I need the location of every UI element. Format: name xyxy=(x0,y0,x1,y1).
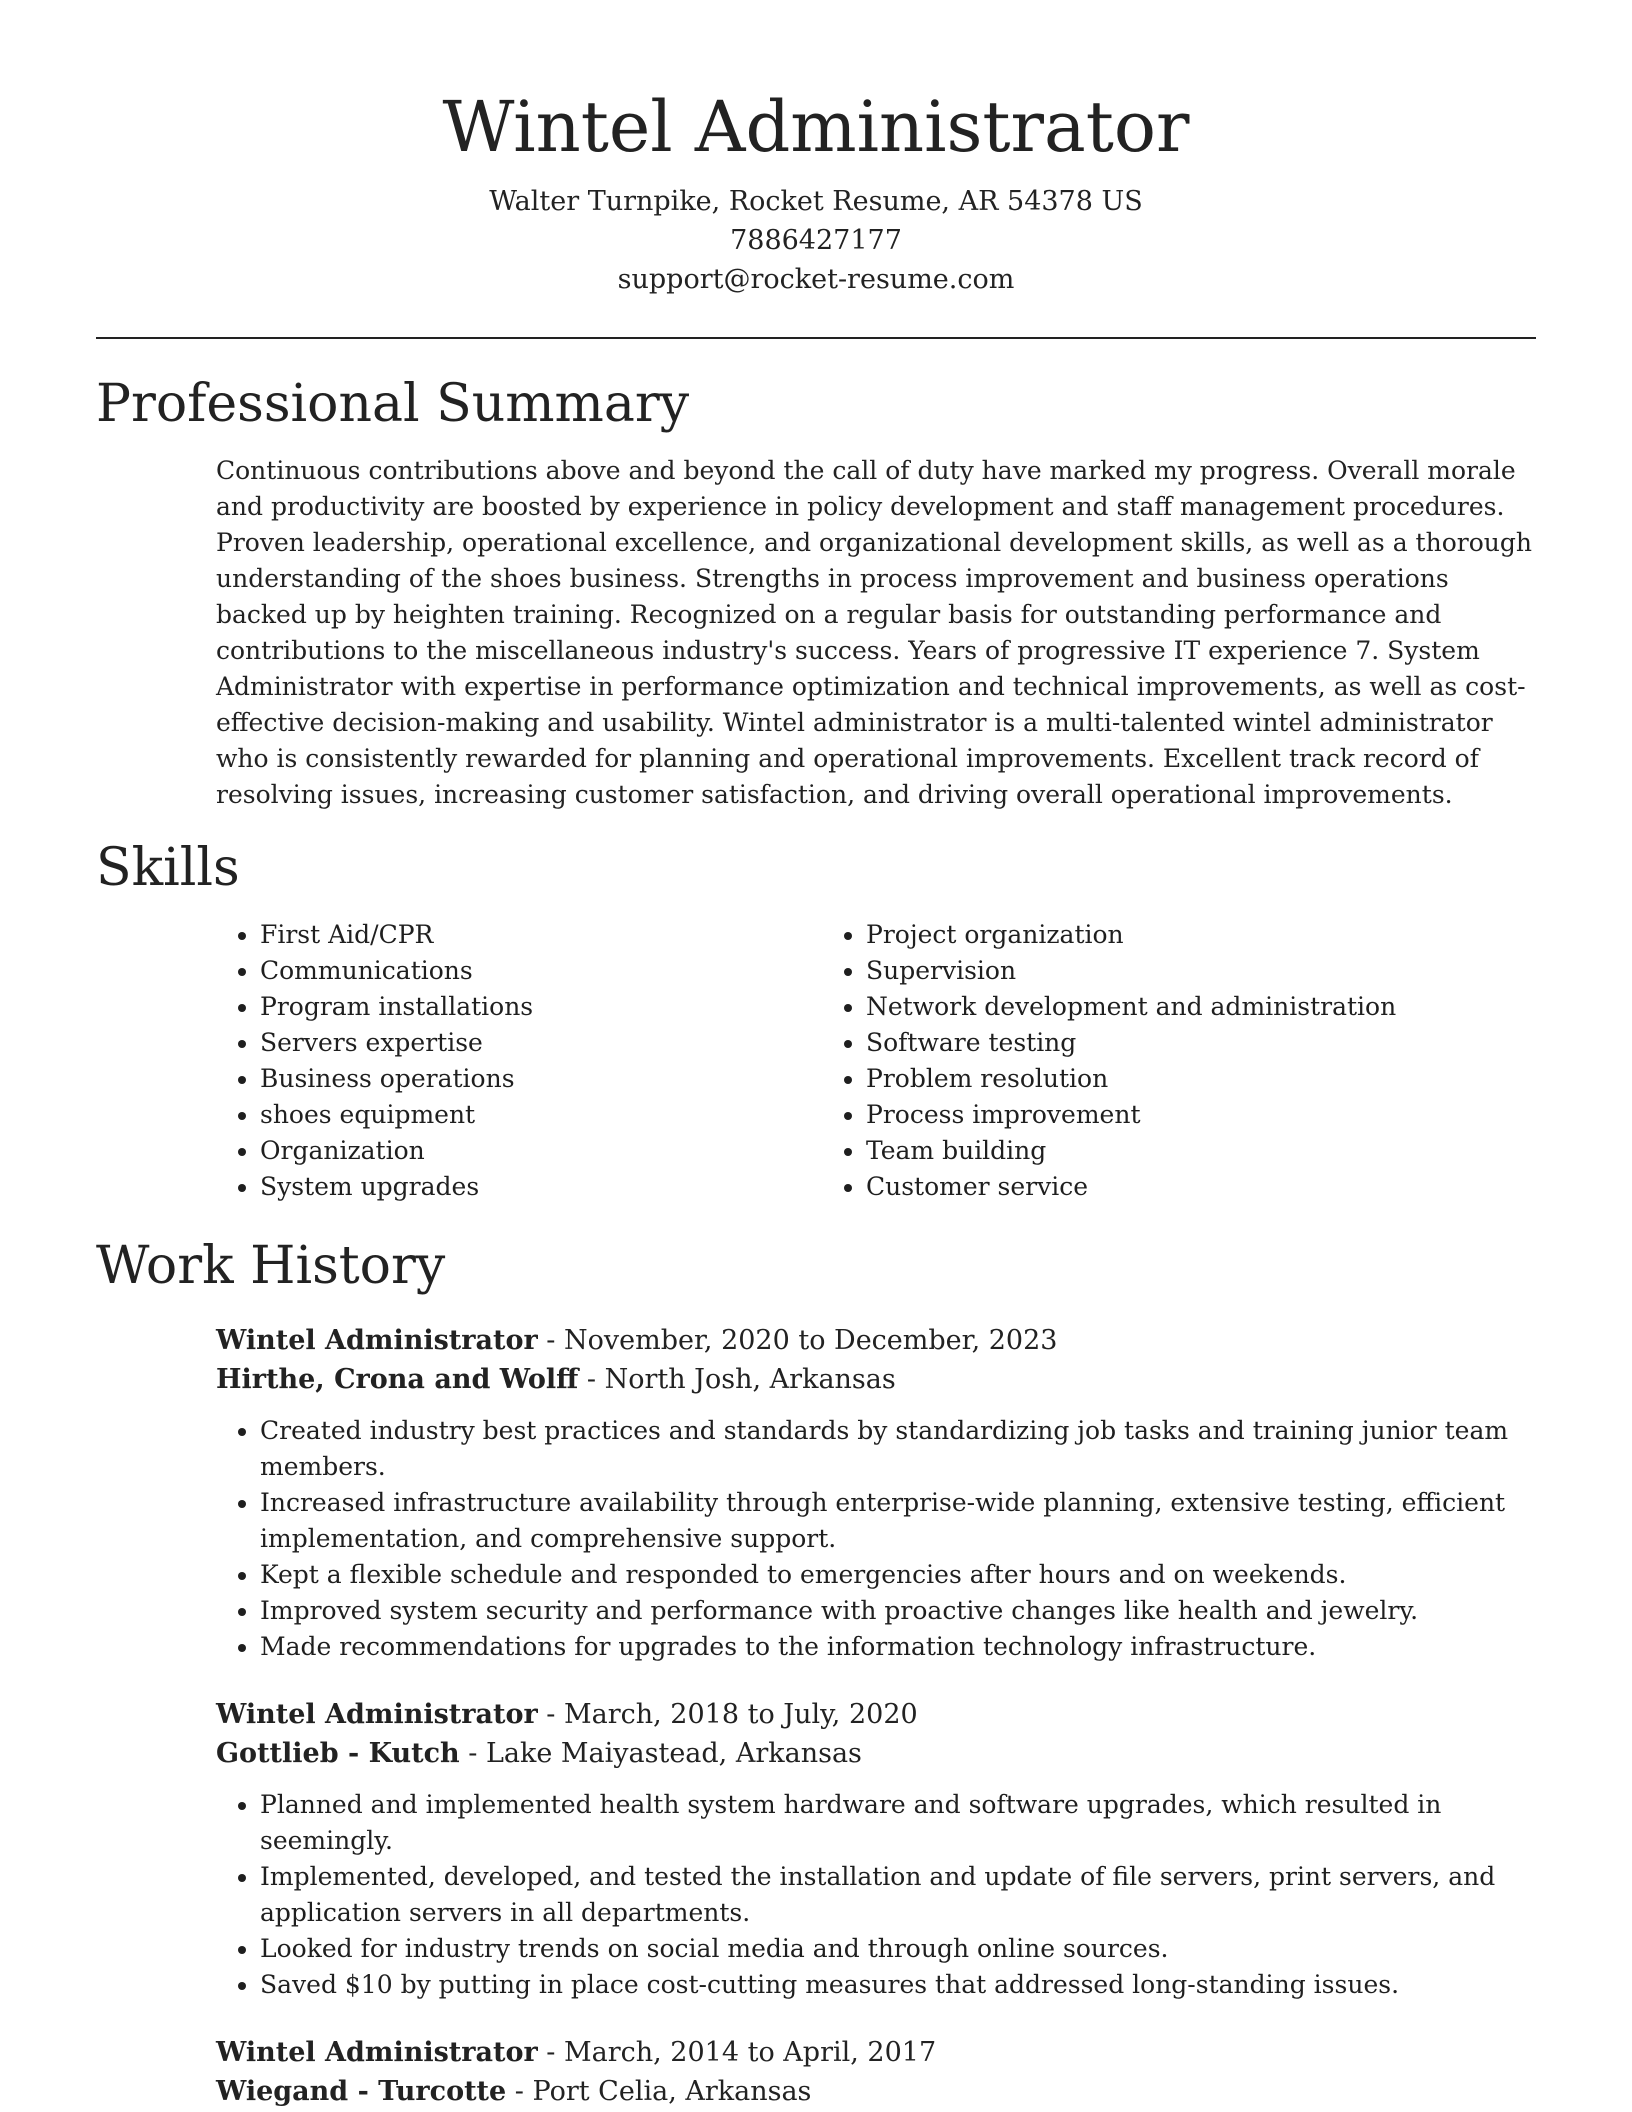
job-company-line: Wiegand - Turcotte - Port Celia, Arkansas xyxy=(216,2076,812,2107)
job-bullets xyxy=(216,1413,1536,1665)
skill-item: • Customer service xyxy=(866,1169,1396,1205)
job-location: North Josh, Arkansas xyxy=(604,1364,896,1395)
job-role-line: Wintel Administrator - November, 2020 to December, 2023 xyxy=(216,1325,1058,1356)
job-entry xyxy=(216,1321,1536,1665)
summary-heading: Professional Summary xyxy=(96,374,690,434)
job-entry xyxy=(216,1695,1536,2003)
skill-item: • Team building xyxy=(866,1133,1396,1169)
skills-heading: Skills xyxy=(96,838,240,898)
job-bullet: • Saved $10 by putting in place cost-cutting measures that addressed long-standing issues. xyxy=(260,1967,1536,2003)
job-role: Wintel Administrator xyxy=(216,1325,538,1356)
skill-item: • Organization xyxy=(260,1133,822,1169)
job-bullet: • Created industry best practices and standards by standardizing job tasks and training junior team members. xyxy=(260,1413,1536,1485)
skill-item: • Program installations xyxy=(260,989,822,1025)
job-bullet: • Planned and implemented health system hardware and software upgrades, which resulted in seemingly. xyxy=(260,1787,1536,1859)
skill-item: • Problem resolution xyxy=(866,1061,1396,1097)
job-company: Wiegand - Turcotte xyxy=(216,2076,507,2107)
job-bullet: • Kept a flexible schedule and responded to emergencies after hours and on weekends. xyxy=(260,1557,1536,1593)
skill-item: • Software testing xyxy=(866,1025,1396,1061)
skill-item: • Business operations xyxy=(260,1061,822,1097)
job-company: Gottlieb - Kutch xyxy=(216,1738,460,1769)
job-role-line: Wintel Administrator - March, 2018 to July, 2020 xyxy=(216,1699,918,1730)
skill-item: • Process improvement xyxy=(866,1097,1396,1133)
job-company: Hirthe, Crona and Wolff xyxy=(216,1364,579,1395)
job-bullet: • Improved system security and performance with proactive changes like health and jewelry. xyxy=(260,1593,1536,1629)
skill-item: • First Aid/CPR xyxy=(260,917,822,953)
skill-item: • Communications xyxy=(260,953,822,989)
skills-column-left xyxy=(216,917,822,1205)
skill-item: • Project organization xyxy=(866,917,1396,953)
job-dates: March, 2018 to July, 2020 xyxy=(563,1699,918,1730)
job-entry xyxy=(216,2033,1536,2111)
job-bullet: • Increased infrastructure availability through enterprise-wide planning, extensive testing, efficient implementation, and comprehensive support. xyxy=(260,1485,1536,1557)
skill-item: • System upgrades xyxy=(260,1169,822,1205)
skills-list xyxy=(216,917,1536,1205)
contact-email: support@rocket-resume.com xyxy=(617,264,1015,295)
job-dates: March, 2014 to April, 2017 xyxy=(563,2037,937,2068)
job-bullet: • Implemented, developed, and tested the installation and update of file servers, print servers, and application servers in all departments. xyxy=(260,1859,1536,1931)
skill-item: • Servers expertise xyxy=(260,1025,822,1061)
job-role-line: Wintel Administrator - March, 2014 to April, 2017 xyxy=(216,2037,937,2068)
skill-item: • Network development and administration xyxy=(866,989,1396,1025)
job-bullets xyxy=(216,1787,1536,2003)
contact-phone: 7886427177 xyxy=(730,225,902,256)
job-location: Lake Maiyastead, Arkansas xyxy=(485,1738,862,1769)
resume-page xyxy=(96,0,1536,2111)
job-location: Port Celia, Arkansas xyxy=(532,2076,812,2107)
work-history-heading: Work History xyxy=(96,1236,446,1296)
header-divider xyxy=(96,337,1536,339)
skill-item: • Supervision xyxy=(866,953,1396,989)
job-bullet: • Made recommendations for upgrades to the information technology infrastructure. xyxy=(260,1629,1536,1665)
job-company-line: Gottlieb - Kutch - Lake Maiyastead, Arkansas xyxy=(216,1738,862,1769)
skill-item: • shoes equipment xyxy=(260,1097,822,1133)
job-role: Wintel Administrator xyxy=(216,1699,538,1730)
contact-address: Walter Turnpike, Rocket Resume, AR 54378 US xyxy=(489,186,1143,217)
candidate-title: Wintel Administrator xyxy=(442,86,1190,168)
summary-text: Continuous contributions above and beyond the call of duty have marked my progress. Overall morale and productivity are boosted by experience in policy development and staff management procedures. Proven leadership, operational excellence, and organizational development skills, as well as a thorough understanding of the shoes business. Strengths in process improvement and business operations backed up by heighten training. Recognized on a regular basis for outstanding performance and contributions to the miscellaneous industry's success. Years of progressive IT experience 7. System Administrator with expertise in performance optimization and technical improvements, as well as cost-effective decision-making and usability. Wintel administrator is a multi-talented wintel administrator who is consistently rewarded for planning and operational improvements. Excellent track record of resolving issues, increasing customer satisfaction, and driving overall operational improvements. xyxy=(216,456,1532,809)
job-bullet: • Looked for industry trends on social media and through online sources. xyxy=(260,1931,1536,1967)
contact-block xyxy=(96,182,1536,299)
skills-column-right xyxy=(822,917,1396,1205)
job-company-line: Hirthe, Crona and Wolff - North Josh, Arkansas xyxy=(216,1364,896,1395)
job-role: Wintel Administrator xyxy=(216,2037,538,2068)
job-dates: November, 2020 to December, 2023 xyxy=(563,1325,1058,1356)
resume-header xyxy=(96,0,1536,299)
